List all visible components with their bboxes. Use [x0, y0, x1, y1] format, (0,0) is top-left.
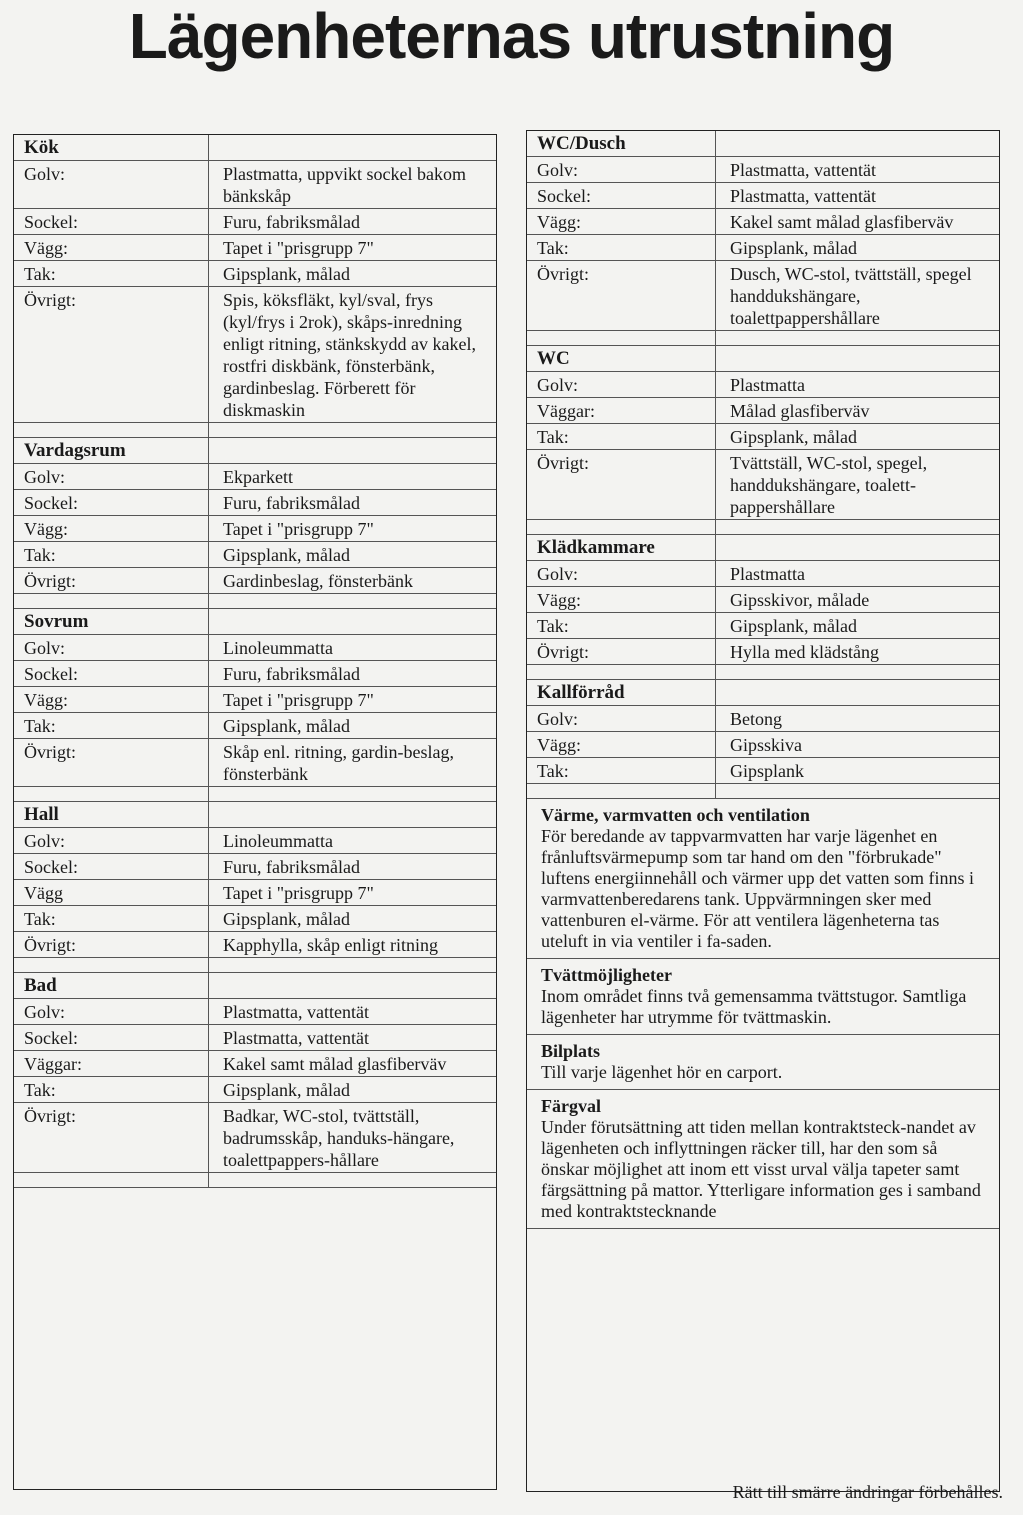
- spacer-row: [14, 423, 496, 438]
- info-text: Under förutsättning att tiden mellan kontraktsteck-nandet av lägenheten och inflyttningen räcker till, har den som så önskar möjlighet att inom ett visst urval välja tapeter samt färgsättning på mattor. Ytterligare information ges i samband med kontraktstecknande: [541, 1117, 981, 1221]
- table-row: [14, 932, 496, 958]
- spacer-row: [527, 520, 999, 535]
- row-value: Gipsplank, målad: [716, 235, 1000, 261]
- table-row: [527, 561, 999, 587]
- row-label: Vägg:: [14, 235, 209, 261]
- row-label: Tak:: [527, 424, 716, 450]
- row-value: Furu, fabriksmålad: [209, 661, 497, 687]
- table-row: [14, 1103, 496, 1173]
- row-value: Dusch, WC-stol, tvättställ, spegel handdukshängare, toalettpappershållare: [716, 261, 1000, 331]
- row-value: Gipsplank, målad: [209, 1077, 497, 1103]
- table-row: [527, 183, 999, 209]
- row-label: Övrigt:: [14, 932, 209, 958]
- section-heading: WC: [527, 346, 716, 372]
- row-label: Vägg:: [527, 732, 716, 758]
- table-row: [14, 161, 496, 209]
- row-label: Vägg:: [14, 687, 209, 713]
- row-value: Gipsplank, målad: [209, 542, 497, 568]
- spacer-cell: [209, 958, 497, 973]
- section-heading: Kallförråd: [527, 680, 716, 706]
- section-heading-blank: [716, 680, 1000, 706]
- row-value: Betong: [716, 706, 1000, 732]
- row-label: Sockel:: [14, 1025, 209, 1051]
- table-row: [527, 157, 999, 183]
- row-label: Vägg: [14, 880, 209, 906]
- spacer-cell: [527, 665, 716, 680]
- info-block-tvattmojligheter: [527, 959, 999, 1035]
- section-heading-blank: [716, 346, 1000, 372]
- spacer-row: [14, 1173, 496, 1188]
- table-row: [14, 464, 496, 490]
- row-value: Furu, fabriksmålad: [209, 209, 497, 235]
- section-heading-row: [14, 609, 496, 635]
- table-row: [14, 235, 496, 261]
- spacer-cell: [14, 958, 209, 973]
- table-row: [527, 261, 999, 331]
- row-label: Övrigt:: [14, 287, 209, 423]
- row-label: Väggar:: [14, 1051, 209, 1077]
- row-value: Gipsplank, målad: [716, 613, 1000, 639]
- row-label: Golv:: [14, 999, 209, 1025]
- section-heading: Vardagsrum: [14, 438, 209, 464]
- section-heading: Bad: [14, 973, 209, 999]
- section-bad: [14, 973, 496, 1188]
- spacer-row: [527, 665, 999, 680]
- section-heading-row: [527, 535, 999, 561]
- row-label: Övrigt:: [14, 1103, 209, 1173]
- row-value: Spis, köksfläkt, kyl/sval, frys (kyl/frys i 2rok), skåps-inredning enligt ritning, stänkskydd av kakel, rostfri diskbänk, fönsterbänk, gardinbeslag. Förberett för diskmaskin: [209, 287, 497, 423]
- section-heading: Kök: [14, 135, 209, 161]
- row-value: Gipsplank, målad: [716, 424, 1000, 450]
- row-label: Övrigt:: [527, 639, 716, 665]
- row-label: Sockel:: [14, 854, 209, 880]
- section-heading-blank: [209, 609, 497, 635]
- spacer-cell: [716, 331, 1000, 346]
- row-label: Tak:: [14, 542, 209, 568]
- row-label: Tak:: [14, 906, 209, 932]
- table-row: [14, 739, 496, 787]
- table-row: [527, 450, 999, 520]
- row-label: Vägg:: [14, 516, 209, 542]
- spacer-cell: [209, 1173, 497, 1188]
- section-heading-blank: [209, 438, 497, 464]
- row-value: Kakel samt målad glasfiberväv: [716, 209, 1000, 235]
- table-row: [14, 542, 496, 568]
- section-sovrum: [14, 609, 496, 802]
- row-label: Tak:: [527, 613, 716, 639]
- section-heading-row: [527, 131, 999, 157]
- section-heading-row: [14, 973, 496, 999]
- section-heading-blank: [209, 135, 497, 161]
- spacer-cell: [716, 784, 1000, 799]
- table-row: [14, 880, 496, 906]
- table-row: [14, 1025, 496, 1051]
- spacer-cell: [14, 594, 209, 609]
- row-value: Badkar, WC-stol, tvättställ, badrumsskåp, handuks-hängare, toalettpappers-hållare: [209, 1103, 497, 1173]
- row-label: Sockel:: [14, 661, 209, 687]
- table-row: [14, 490, 496, 516]
- row-label: Golv:: [527, 561, 716, 587]
- section-heading-blank: [716, 535, 1000, 561]
- table-row: [527, 758, 999, 784]
- row-label: Tak:: [14, 713, 209, 739]
- section-heading-row: [527, 346, 999, 372]
- spacer-cell: [716, 665, 1000, 680]
- spacer-cell: [716, 520, 1000, 535]
- table-row: [14, 261, 496, 287]
- row-label: Vägg:: [527, 587, 716, 613]
- table-row: [527, 732, 999, 758]
- row-label: Golv:: [527, 372, 716, 398]
- row-value: Gipsskiva: [716, 732, 1000, 758]
- info-text: Inom området finns två gemensamma tvättstugor. Samtliga lägenheter har utrymme för tvättmaskin.: [541, 986, 967, 1027]
- table-row: [527, 587, 999, 613]
- row-label: Övrigt:: [14, 568, 209, 594]
- info-block-fargval: [527, 1090, 999, 1229]
- row-value: Hylla med klädstång: [716, 639, 1000, 665]
- row-value: Gipsskivor, målade: [716, 587, 1000, 613]
- table-row: [14, 1077, 496, 1103]
- spacer-cell: [527, 520, 716, 535]
- row-value: Linoleummatta: [209, 828, 497, 854]
- row-label: Övrigt:: [527, 261, 716, 331]
- row-value: Furu, fabriksmålad: [209, 854, 497, 880]
- info-heading: Färgval: [541, 1096, 601, 1116]
- spacer-cell: [14, 1173, 209, 1188]
- info-block-varme-varmvatten-och-ventilation: [527, 799, 999, 959]
- row-value: Skåp enl. ritning, gardin-beslag, fönsterbänk: [209, 739, 497, 787]
- row-value: Kapphylla, skåp enligt ritning: [209, 932, 497, 958]
- row-value: Tapet i "prisgrupp 7": [209, 516, 497, 542]
- table-row: [14, 516, 496, 542]
- row-label: Sockel:: [14, 209, 209, 235]
- row-label: Övrigt:: [14, 739, 209, 787]
- table-row: [527, 372, 999, 398]
- table-row: [14, 287, 496, 423]
- row-value: Plastmatta, vattentät: [716, 157, 1000, 183]
- table-row: [14, 687, 496, 713]
- row-value: Tapet i "prisgrupp 7": [209, 687, 497, 713]
- row-value: Gardinbeslag, fönsterbänk: [209, 568, 497, 594]
- spacer-row: [14, 958, 496, 973]
- info-block-bilplats: [527, 1035, 999, 1090]
- right-column: [526, 130, 1000, 1492]
- spacer-cell: [527, 784, 716, 799]
- table-row: [14, 854, 496, 880]
- table-row: [14, 635, 496, 661]
- table-row: [14, 568, 496, 594]
- table-row: [527, 706, 999, 732]
- row-value: Furu, fabriksmålad: [209, 490, 497, 516]
- section-heading-blank: [716, 131, 1000, 157]
- row-label: Golv:: [14, 464, 209, 490]
- row-label: Sockel:: [527, 183, 716, 209]
- table-row: [527, 398, 999, 424]
- row-value: Ekparkett: [209, 464, 497, 490]
- row-label: Golv:: [14, 161, 209, 209]
- table-row: [527, 235, 999, 261]
- row-label: Övrigt:: [527, 450, 716, 520]
- spacer-cell: [14, 787, 209, 802]
- row-value: Gipsplank, målad: [209, 261, 497, 287]
- row-value: Målad glasfiberväv: [716, 398, 1000, 424]
- spacer-cell: [14, 423, 209, 438]
- spacer-row: [527, 331, 999, 346]
- section-heading-blank: [209, 802, 497, 828]
- section-vardagsrum: [14, 438, 496, 609]
- row-label: Golv:: [527, 157, 716, 183]
- info-heading: Tvättmöjligheter: [541, 965, 672, 985]
- row-value: Plastmatta, vattentät: [716, 183, 1000, 209]
- section-heading: Hall: [14, 802, 209, 828]
- left-column: [13, 134, 497, 1490]
- spacer-cell: [527, 331, 716, 346]
- row-value: Linoleummatta: [209, 635, 497, 661]
- spacer-row: [527, 784, 999, 799]
- row-value: Tvättställ, WC-stol, spegel, handdukshängare, toalett-pappershållare: [716, 450, 1000, 520]
- row-label: Golv:: [527, 706, 716, 732]
- spacer-row: [14, 594, 496, 609]
- table-row: [14, 906, 496, 932]
- section-heading: WC/Dusch: [527, 131, 716, 157]
- row-value: Gipsplank, målad: [209, 713, 497, 739]
- row-label: Golv:: [14, 635, 209, 661]
- table-row: [527, 639, 999, 665]
- table-row: [527, 613, 999, 639]
- table-row: [14, 661, 496, 687]
- info-heading: Bilplats: [541, 1041, 601, 1061]
- row-label: Tak:: [14, 261, 209, 287]
- info-text: Till varje lägenhet hör en carport.: [541, 1062, 783, 1082]
- section-heading-row: [14, 802, 496, 828]
- spacer-cell: [209, 787, 497, 802]
- row-value: Tapet i "prisgrupp 7": [209, 235, 497, 261]
- section-kok: [14, 135, 496, 438]
- section-kladkammare: [527, 535, 999, 680]
- row-label: Vägg:: [527, 209, 716, 235]
- row-label: Tak:: [14, 1077, 209, 1103]
- row-value: Kakel samt målad glasfiberväv: [209, 1051, 497, 1077]
- row-value: Plastmatta, vattentät: [209, 999, 497, 1025]
- table-row: [527, 209, 999, 235]
- table-row: [527, 424, 999, 450]
- row-label: Väggar:: [527, 398, 716, 424]
- section-wc-dusch: [527, 131, 999, 346]
- section-wc: [527, 346, 999, 535]
- row-label: Tak:: [527, 235, 716, 261]
- row-value: Gipsplank: [716, 758, 1000, 784]
- section-kallforrad: [527, 680, 999, 799]
- row-value: Plastmatta: [716, 561, 1000, 587]
- table-row: [14, 828, 496, 854]
- row-label: Tak:: [527, 758, 716, 784]
- section-heading-row: [14, 438, 496, 464]
- section-hall: [14, 802, 496, 973]
- spacer-cell: [209, 594, 497, 609]
- section-heading-blank: [209, 973, 497, 999]
- row-value: Plastmatta, vattentät: [209, 1025, 497, 1051]
- row-value: Gipsplank, målad: [209, 906, 497, 932]
- table-row: [14, 999, 496, 1025]
- section-heading-row: [527, 680, 999, 706]
- footer-note: Rätt till smärre ändringar förbehålles.: [732, 1482, 1003, 1502]
- spacer-row: [14, 787, 496, 802]
- page-title: Lägenheternas utrustning: [128, 0, 895, 72]
- section-heading-row: [14, 135, 496, 161]
- row-label: Sockel:: [14, 490, 209, 516]
- spacer-cell: [209, 423, 497, 438]
- info-text: För beredande av tappvarmvatten har varje lägenhet en frånluftsvärmepump som tar hand om den "förbrukade" luftens energiinnehåll och värmer upp det vatten som finns i varmvattenberedarens tank. Uppvärmningen sker med vattenburen el-värme. För att ventilera lägenheterna tas uteluft in via ventiler i fa-saden.: [541, 826, 975, 951]
- info-heading: Värme, varmvatten och ventilation: [541, 805, 810, 825]
- table-row: [14, 713, 496, 739]
- row-value: Tapet i "prisgrupp 7": [209, 880, 497, 906]
- table-row: [14, 1051, 496, 1077]
- row-label: Golv:: [14, 828, 209, 854]
- row-value: Plastmatta, uppvikt sockel bakom bänkskåp: [209, 161, 497, 209]
- section-heading: Sovrum: [14, 609, 209, 635]
- row-value: Plastmatta: [716, 372, 1000, 398]
- table-row: [14, 209, 496, 235]
- section-heading: Klädkammare: [527, 535, 716, 561]
